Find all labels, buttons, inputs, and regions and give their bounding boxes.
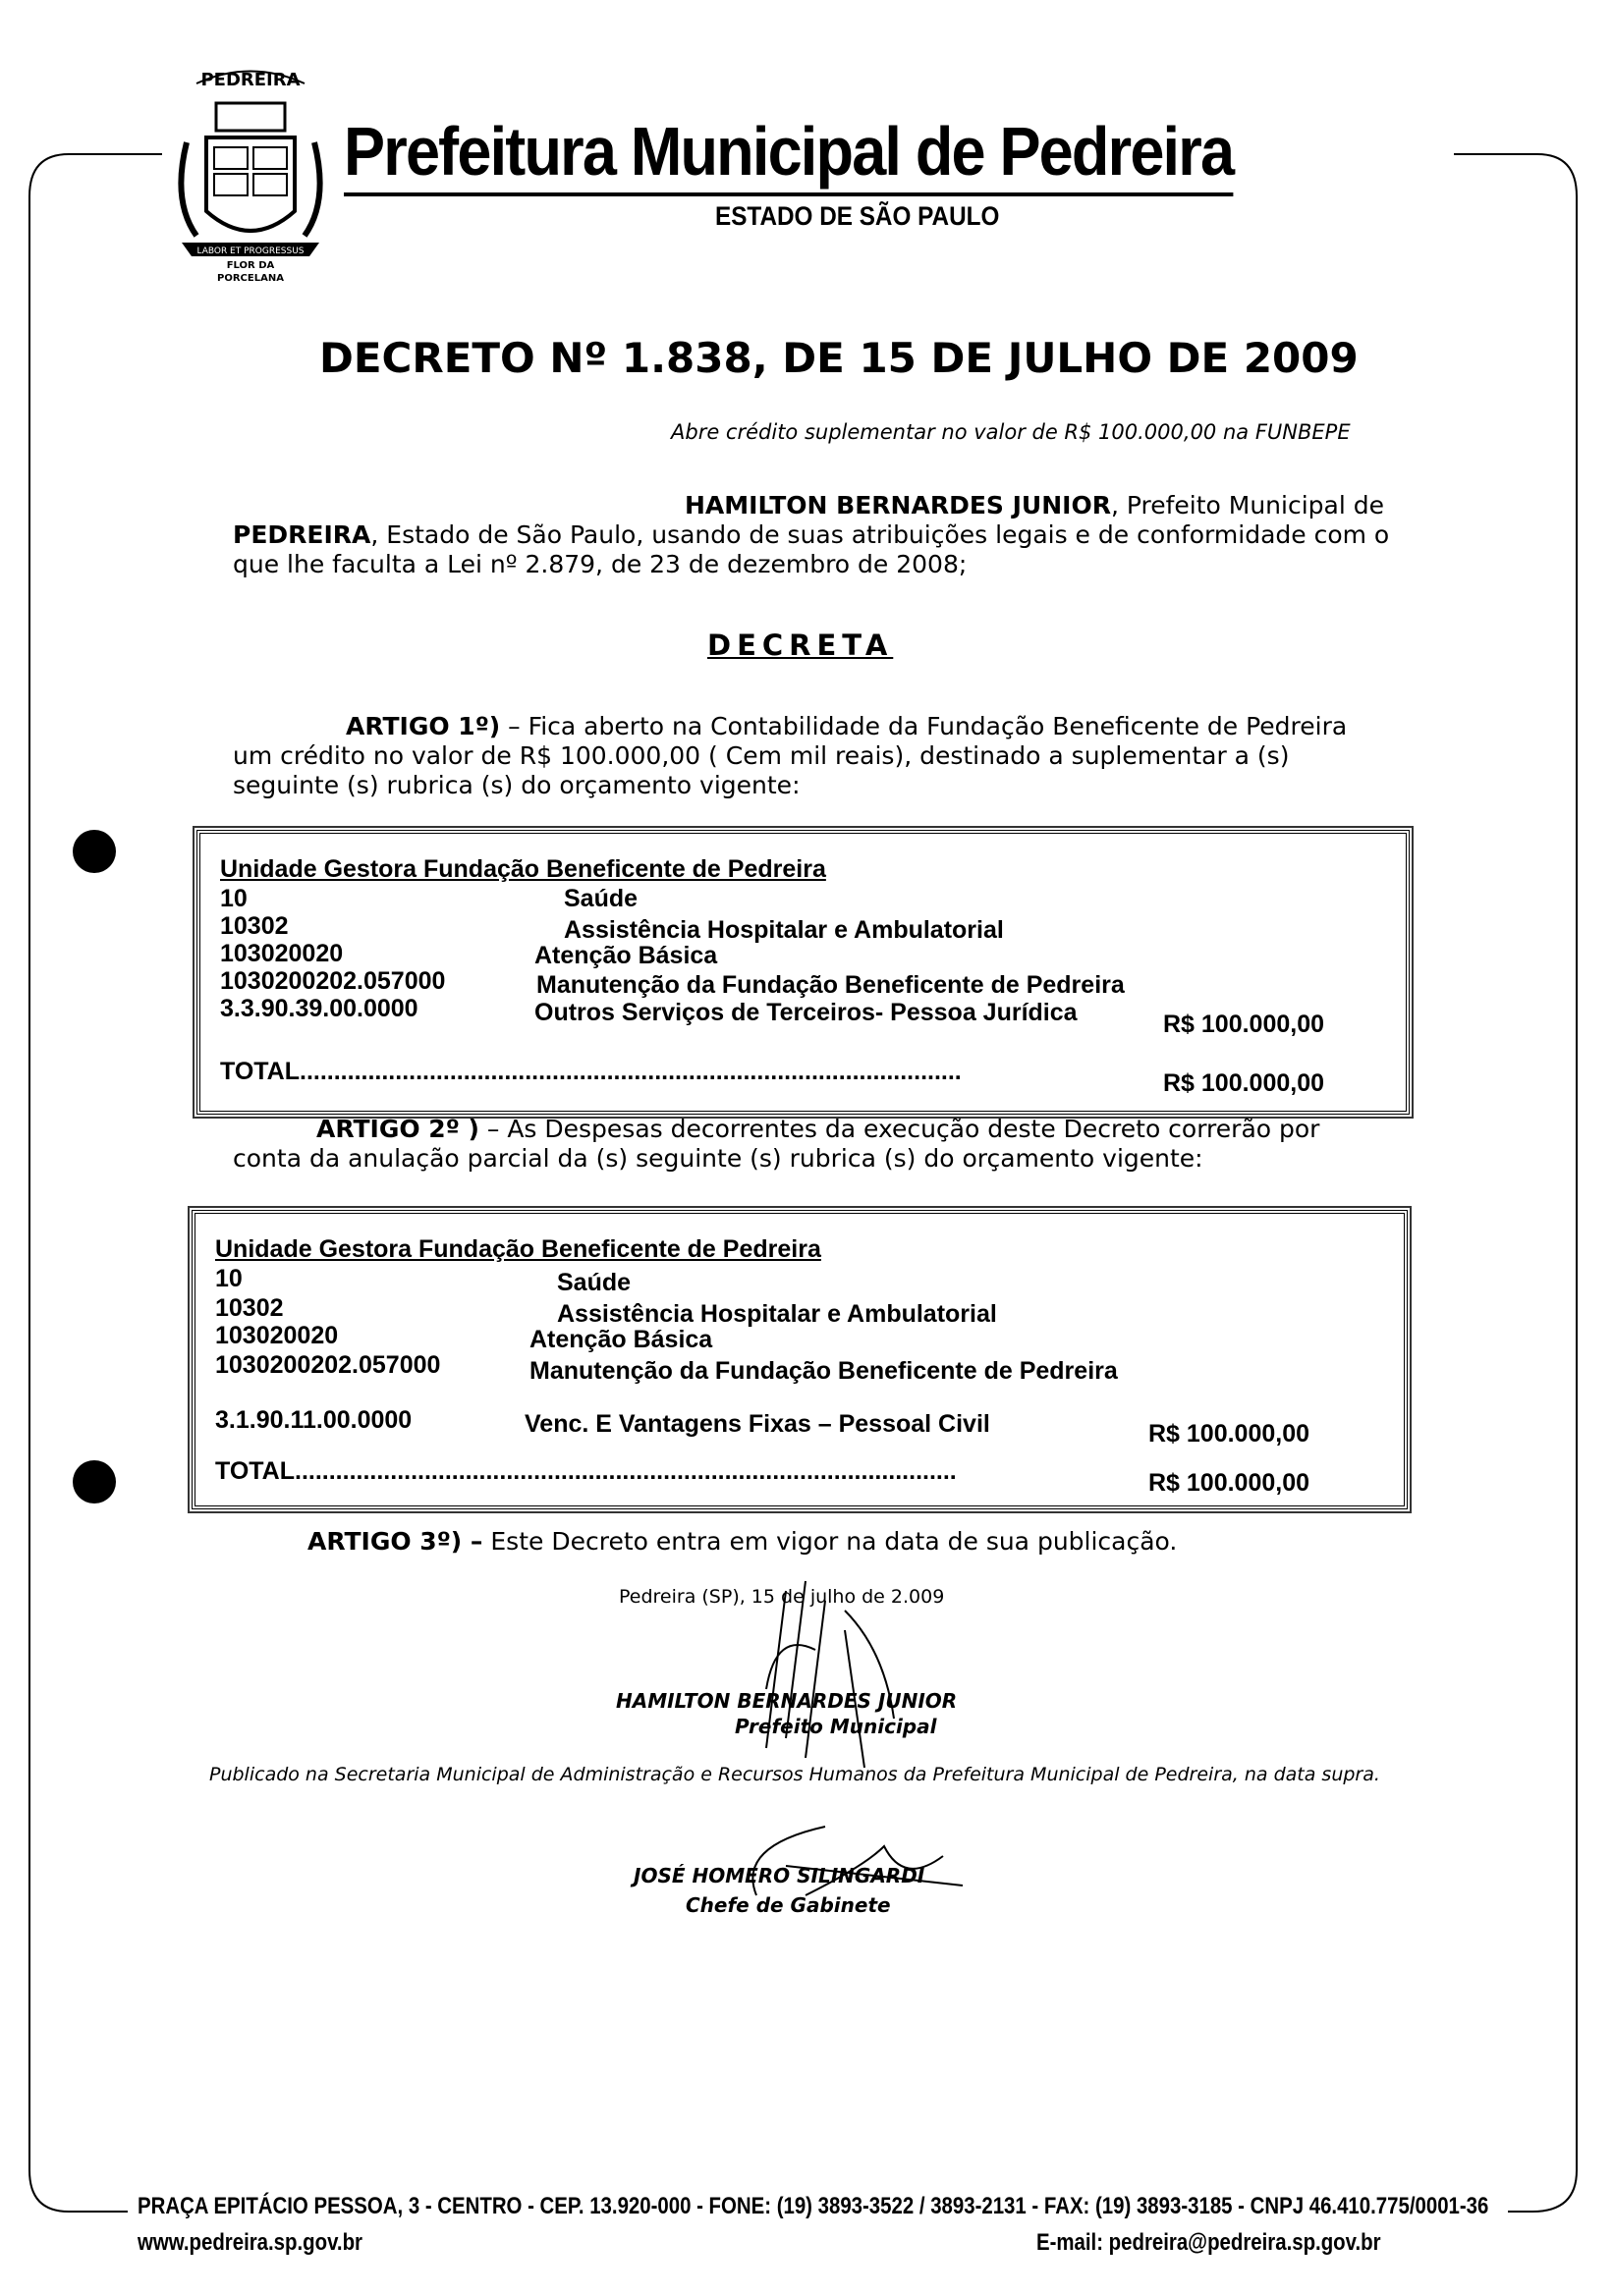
table-desc: Manutenção da Fundação Beneficente de Pedreira	[529, 1357, 1118, 1385]
table-code: 1030200202.057000	[220, 967, 446, 995]
article-1-text: – Fica aberto na Contabilidade da Fundação Beneficente de Pedreira um crédito no valor de R$ 100.000,00 ( Cem mil reais), destinado a suplementar a (s) seguinte (s) rubrica (s) do orçamento vigente:	[233, 712, 1348, 799]
city-name: PEDREIRA	[233, 520, 371, 549]
article-2-label: ARTIGO 2º )	[316, 1115, 479, 1143]
article-1-label: ARTIGO 1º)	[346, 712, 501, 740]
table-desc: Saúde	[564, 885, 639, 912]
credit-table	[196, 830, 1410, 1115]
city-coat-of-arms-logo	[167, 64, 334, 285]
table-amount: R$ 100.000,00	[1163, 1011, 1325, 1038]
place-date: Pedreira (SP), 15 de julho de 2.009	[619, 1586, 945, 1608]
article-3	[307, 1527, 1177, 1556]
table-code: 1030200202.057000	[215, 1351, 441, 1379]
total-value: R$ 100.000,00	[1148, 1469, 1310, 1497]
footer-email[interactable]: E-mail: pedreira@pedreira.sp.gov.br	[1036, 2229, 1381, 2256]
punch-hole-icon	[73, 830, 116, 873]
decreta-heading: DECRETA	[707, 629, 894, 662]
table-desc: Saúde	[557, 1269, 632, 1296]
preamble: HAMILTON BERNARDES JUNIOR, Prefeito Municipal de PEDREIRA, Estado de São Paulo, usando de suas atribuições legais e de conformidade com o que lhe faculta a Lei nº 2.879, de 23 de dezembro de 2008;	[233, 491, 1390, 578]
svg-text:PEDREIRA: PEDREIRA	[200, 70, 301, 90]
table-code: 3.3.90.39.00.0000	[220, 995, 418, 1022]
table-code: 3.1.90.11.00.0000	[215, 1406, 413, 1434]
table-code: 10302	[215, 1294, 284, 1322]
total-value: R$ 100.000,00	[1163, 1069, 1325, 1097]
table-heading: Unidade Gestora Fundação Beneficente de Pedreira	[220, 855, 826, 883]
preamble-text-2: , Estado de São Paulo, usando de suas atribuições legais e de conformidade com o que lhe faculta a Lei nº 2.879, de 23 de dezembro de 2008;	[233, 520, 1390, 578]
header-subtitle: ESTADO DE SÃO PAULO	[715, 201, 1000, 231]
signer-name: HAMILTON BERNARDES JUNIOR	[616, 1689, 958, 1713]
article-1	[233, 712, 1392, 800]
footer-website[interactable]: www.pedreira.sp.gov.br	[138, 2229, 362, 2256]
table-desc: Assistência Hospitalar e Ambulatorial	[557, 1300, 997, 1328]
table-code: 103020020	[220, 940, 344, 967]
punch-hole-icon	[73, 1460, 116, 1503]
article-2	[233, 1115, 1392, 1174]
table-amount: R$ 100.000,00	[1148, 1420, 1310, 1448]
preamble-text-1: , Prefeito Municipal	[1110, 491, 1346, 519]
article-2-text: – As Despesas decorrentes da execução deste Decreto correrão por conta da anulação parcial da (s) seguinte (s) rubrica (s) do orçamento vigente:	[233, 1115, 1320, 1173]
publication-note: Publicado na Secretaria Municipal de Administração e Recursos Humanos da Prefeitura Municipal de Pedreira, na data supra.	[209, 1764, 1380, 1785]
mayor-name: HAMILTON BERNARDES JUNIOR	[685, 491, 1111, 519]
annulment-table	[192, 1210, 1408, 1509]
footer-address: PRAÇA EPITÁCIO PESSOA, 3 - CENTRO - CEP. 13.920-000 - FONE: (19) 3893-3522 / 3893-2131 - FAX: (19) 3893-3185 - CNPJ 46.410.775/0001-36	[138, 2193, 1489, 2219]
svg-text:PORCELANA: PORCELANA	[217, 273, 284, 284]
article-3-label: ARTIGO 3º) –	[307, 1527, 483, 1556]
table-desc: Atenção Básica	[534, 942, 718, 969]
total-label: TOTAL.................................................................................................	[220, 1058, 962, 1085]
decree-summary: Abre crédito suplementar no valor de R$ 100.000,00 na FUNBEPE	[671, 420, 1351, 444]
total-label: TOTAL.................................................................................................	[215, 1457, 957, 1485]
table-desc: Assistência Hospitalar e Ambulatorial	[564, 916, 1004, 944]
decree-title: DECRETO Nº 1.838, DE 15 DE JULHO DE 2009	[319, 334, 1359, 382]
signer2-role: Chefe de Gabinete	[686, 1893, 891, 1917]
article-3-text: Este Decreto entra em vigor na data de sua publicação.	[482, 1527, 1178, 1556]
table-code: 10	[220, 885, 248, 912]
table-desc: Venc. E Vantagens Fixas – Pessoal Civil	[525, 1410, 990, 1438]
table-desc: Atenção Básica	[529, 1326, 713, 1353]
table-desc: Outros Serviços de Terceiros- Pessoa Jurídica	[534, 999, 1078, 1026]
svg-text:FLOR DA: FLOR DA	[226, 260, 275, 271]
table-desc: Manutenção da Fundação Beneficente de Pedreira	[536, 971, 1125, 999]
svg-text:LABOR ET PROGRESSUS: LABOR ET PROGRESSUS	[196, 246, 305, 256]
signer2-name: JOSÉ HOMERO SILINGARDI	[634, 1864, 925, 1887]
header-title: Prefeitura Municipal de Pedreira	[344, 110, 1233, 196]
table-code: 10	[215, 1265, 243, 1292]
table-code: 103020020	[215, 1322, 339, 1349]
table-code: 10302	[220, 912, 289, 940]
signer-role: Prefeito Municipal	[735, 1715, 937, 1738]
table-heading: Unidade Gestora Fundação Beneficente de Pedreira	[215, 1235, 821, 1263]
